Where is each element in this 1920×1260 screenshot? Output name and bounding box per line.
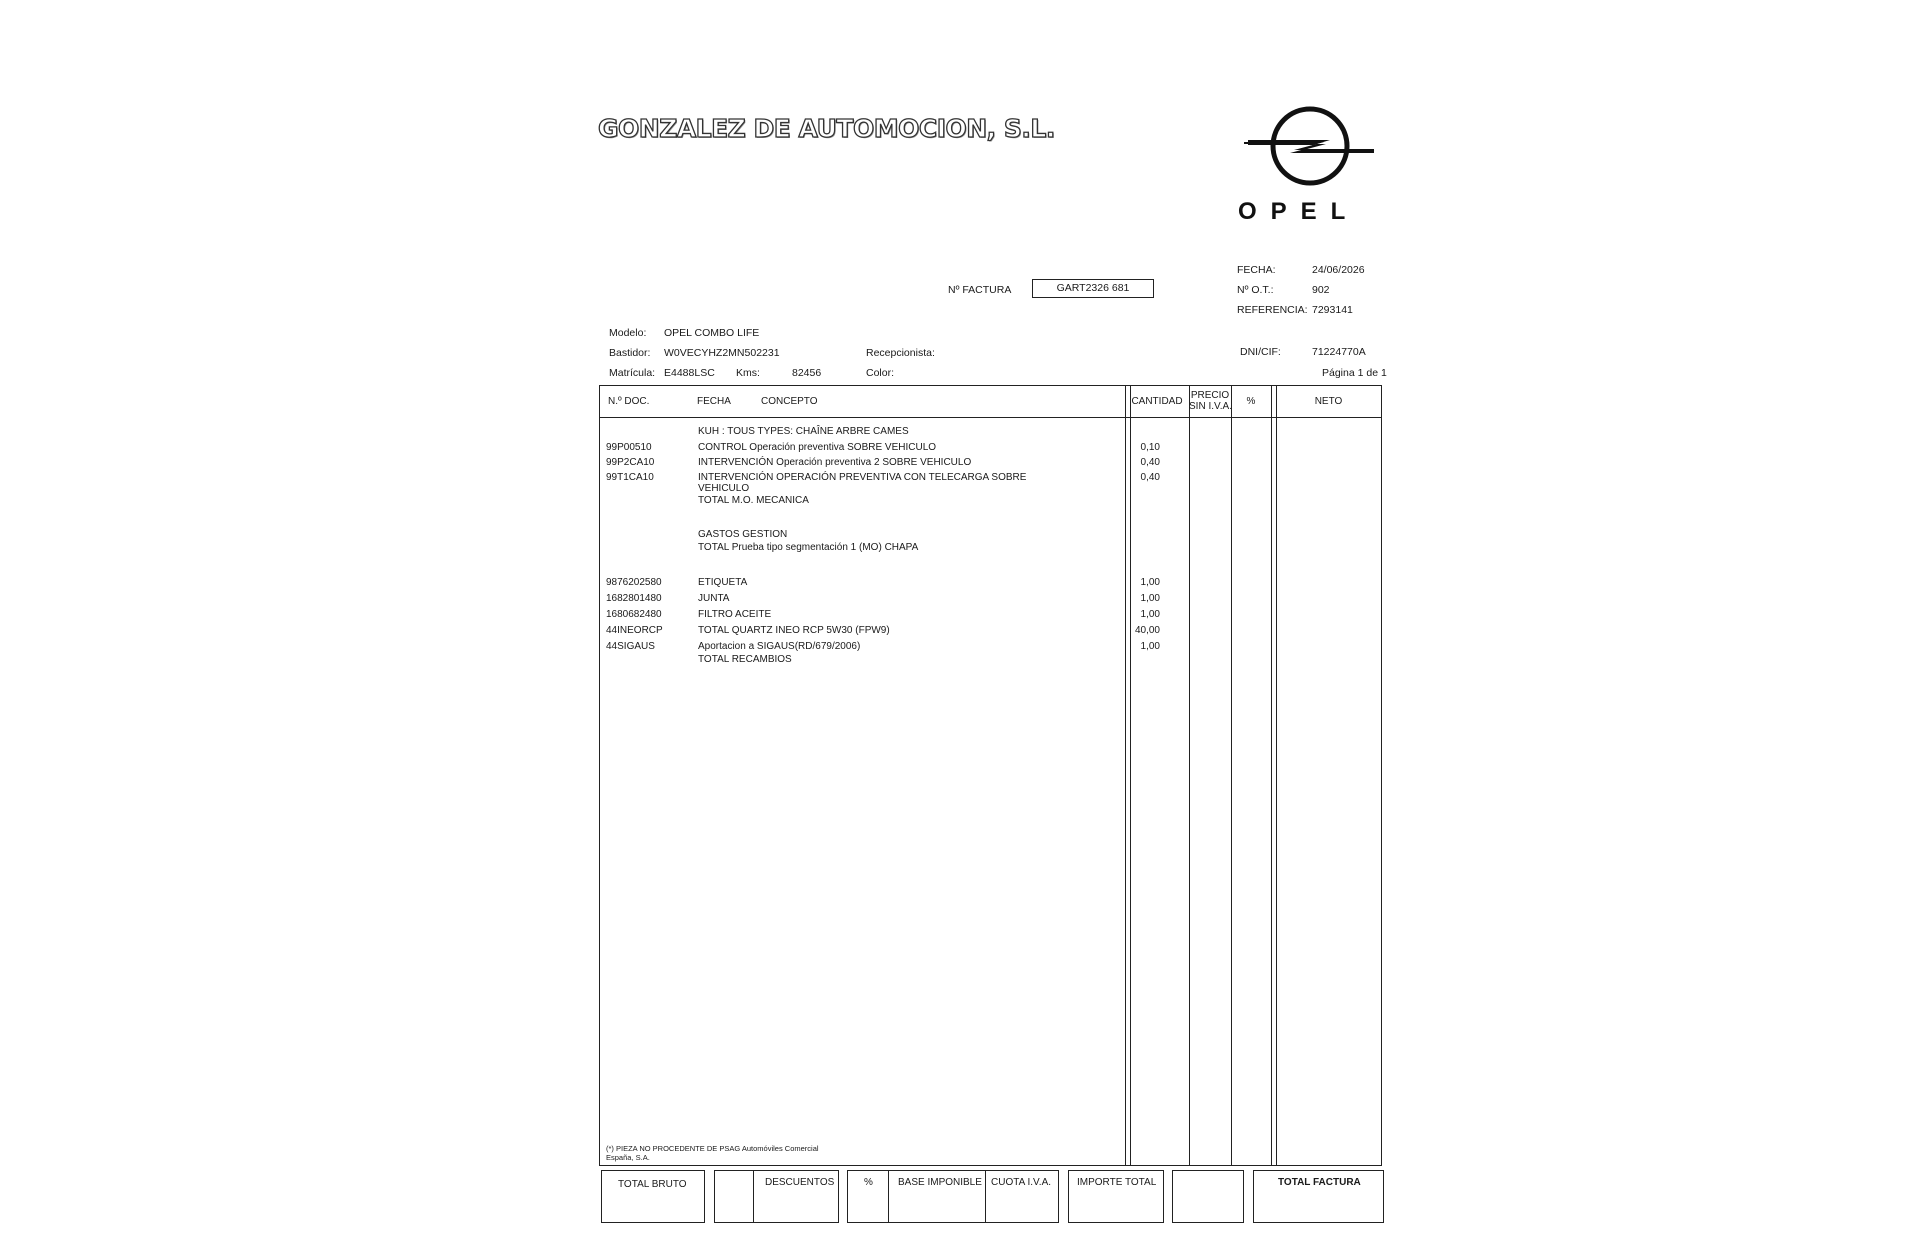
footer-pct-label: %	[864, 1177, 873, 1188]
table-row-cantidad: 40,00	[1134, 625, 1160, 636]
header-divider	[600, 417, 1381, 418]
col-divider-neto-inner	[1276, 386, 1277, 1165]
cuota-divider	[985, 1171, 986, 1222]
ot-label: Nº O.T.:	[1237, 284, 1274, 296]
table-row-concepto: TOTAL QUARTZ INEO RCP 5W30 (FPW9)	[698, 625, 890, 636]
col-divider-pct	[1231, 386, 1232, 1165]
descuentos-box	[714, 1170, 839, 1223]
col-header-precio	[1189, 390, 1231, 412]
invoice-number-label: Nº FACTURA	[948, 284, 1012, 296]
table-row-concepto: CONTROL Operación preventiva SOBRE VEHICULO	[698, 442, 937, 453]
col-header-fecha: FECHA	[697, 396, 731, 407]
col-divider-precio	[1189, 386, 1190, 1165]
table-row-concepto: TOTAL M.O. MECANICA	[698, 495, 809, 506]
table-row-doc: 44INEORCP	[606, 625, 663, 636]
page-indicator: Página 1 de 1	[1322, 367, 1387, 379]
table-row-doc: 99P00510	[606, 442, 652, 453]
pct-divider	[888, 1171, 889, 1222]
base-imponible-label: BASE IMPONIBLE	[898, 1177, 982, 1188]
table-row-doc: 1680682480	[606, 609, 662, 620]
ref-value: 7293141	[1312, 304, 1353, 316]
col-header-precio-line1: PRECIO	[1190, 390, 1230, 401]
table-row-doc: 99T1CA10	[606, 472, 654, 483]
table-row-concepto: TOTAL RECAMBIOS	[698, 654, 792, 665]
cuota-iva-label: CUOTA I.V.A.	[991, 1177, 1052, 1188]
col-header-cantidad: CANTIDAD	[1131, 396, 1183, 407]
recepcionista-label: Recepcionista:	[866, 347, 935, 359]
table-row-concepto: TOTAL Prueba tipo segmentación 1 (MO) CHAPA	[698, 542, 919, 553]
table-row-doc: 44SIGAUS	[606, 641, 655, 652]
table-row-concepto-cont: VEHICULO	[698, 483, 750, 494]
invoice-number-box: GART2326 681	[1032, 279, 1154, 298]
col-header-pct: %	[1246, 396, 1256, 407]
footnote-line1: (*) PIEZA NO PROCEDENTE DE PSAG Automóviles Comercial	[606, 1144, 819, 1153]
table-row-cantidad: 0,40	[1140, 457, 1160, 468]
table-row-cantidad: 0,10	[1140, 442, 1160, 453]
table-row-concepto: KUH : TOUS TYPES: CHAÎNE ARBRE CAMES	[698, 426, 909, 437]
table-row-concepto: JUNTA	[698, 593, 730, 604]
ot-value: 902	[1312, 284, 1330, 296]
importe-total-value-box	[1172, 1170, 1244, 1223]
table-row-concepto: INTERVENCIÓN OPERACIÓN PREVENTIVA CON TELECARGA SOBRE	[698, 472, 1027, 483]
base-cuota-box	[847, 1170, 1059, 1223]
kms-value: 82456	[792, 367, 822, 379]
total-factura-label: TOTAL FACTURA	[1278, 1177, 1361, 1188]
ref-label: REFERENCIA:	[1237, 304, 1308, 316]
table-row-concepto: FILTRO ACEITE	[698, 609, 772, 620]
col-header-neto: NETO	[1314, 396, 1343, 407]
col-header-concepto: CONCEPTO	[761, 396, 818, 407]
bastidor-value: W0VECYHZ2MN502231	[664, 347, 780, 359]
table-row-concepto: INTERVENCIÓN Operación preventiva 2 SOBRE VEHICULO	[698, 457, 972, 468]
invoice-lines-table	[599, 385, 1382, 1166]
importe-total-label: IMPORTE TOTAL	[1077, 1177, 1157, 1188]
matricula-value: E4488LSC	[664, 367, 715, 379]
table-row-concepto: ETIQUETA	[698, 577, 748, 588]
col-divider-cantidad-inner	[1130, 386, 1131, 1165]
company-name: GONZALEZ DE AUTOMOCION, S.L.	[598, 114, 1055, 143]
footnote-line2: España, S.A.	[606, 1153, 650, 1162]
opel-logo-icon	[1240, 102, 1380, 197]
importe-total-box	[1068, 1170, 1164, 1223]
col-header-doc: N.º DOC.	[608, 396, 650, 407]
modelo-value: OPEL COMBO LIFE	[664, 327, 760, 339]
table-row-doc: 99P2CA10	[606, 457, 655, 468]
table-row-cantidad: 1,00	[1140, 641, 1160, 652]
dni-value: 71224770A	[1312, 346, 1366, 358]
dni-label: DNI/CIF:	[1240, 346, 1281, 358]
table-row-cantidad: 0,40	[1140, 472, 1160, 483]
table-row-doc: 9876202580	[606, 577, 662, 588]
table-row-concepto: GASTOS GESTION	[698, 529, 788, 540]
modelo-label: Modelo:	[609, 327, 647, 339]
table-row-cantidad: 1,00	[1140, 609, 1160, 620]
matricula-label: Matrícula:	[609, 367, 656, 379]
kms-label: Kms:	[736, 367, 760, 379]
bastidor-label: Bastidor:	[609, 347, 651, 359]
descuentos-label: DESCUENTOS	[765, 1177, 835, 1188]
color-label: Color:	[866, 367, 895, 379]
table-row-concepto: Aportacion a SIGAUS(RD/679/2006)	[698, 641, 861, 652]
table-row-cantidad: 1,00	[1140, 593, 1160, 604]
date-label: FECHA:	[1237, 264, 1276, 276]
total-bruto-box	[601, 1170, 705, 1223]
table-row-doc: 1682801480	[606, 593, 662, 604]
col-divider-neto	[1271, 386, 1272, 1165]
total-bruto-label: TOTAL BRUTO	[618, 1179, 687, 1190]
table-row-cantidad: 1,00	[1140, 577, 1160, 588]
total-factura-box	[1253, 1170, 1384, 1223]
col-divider-cantidad	[1125, 386, 1126, 1165]
descuentos-divider	[753, 1171, 754, 1222]
col-header-precio-line2: SIN I.V.A.	[1189, 401, 1232, 412]
brand-wordmark: OPEL	[1238, 198, 1360, 225]
footnote	[606, 1144, 819, 1162]
date-value: 24/06/2026	[1312, 264, 1365, 276]
